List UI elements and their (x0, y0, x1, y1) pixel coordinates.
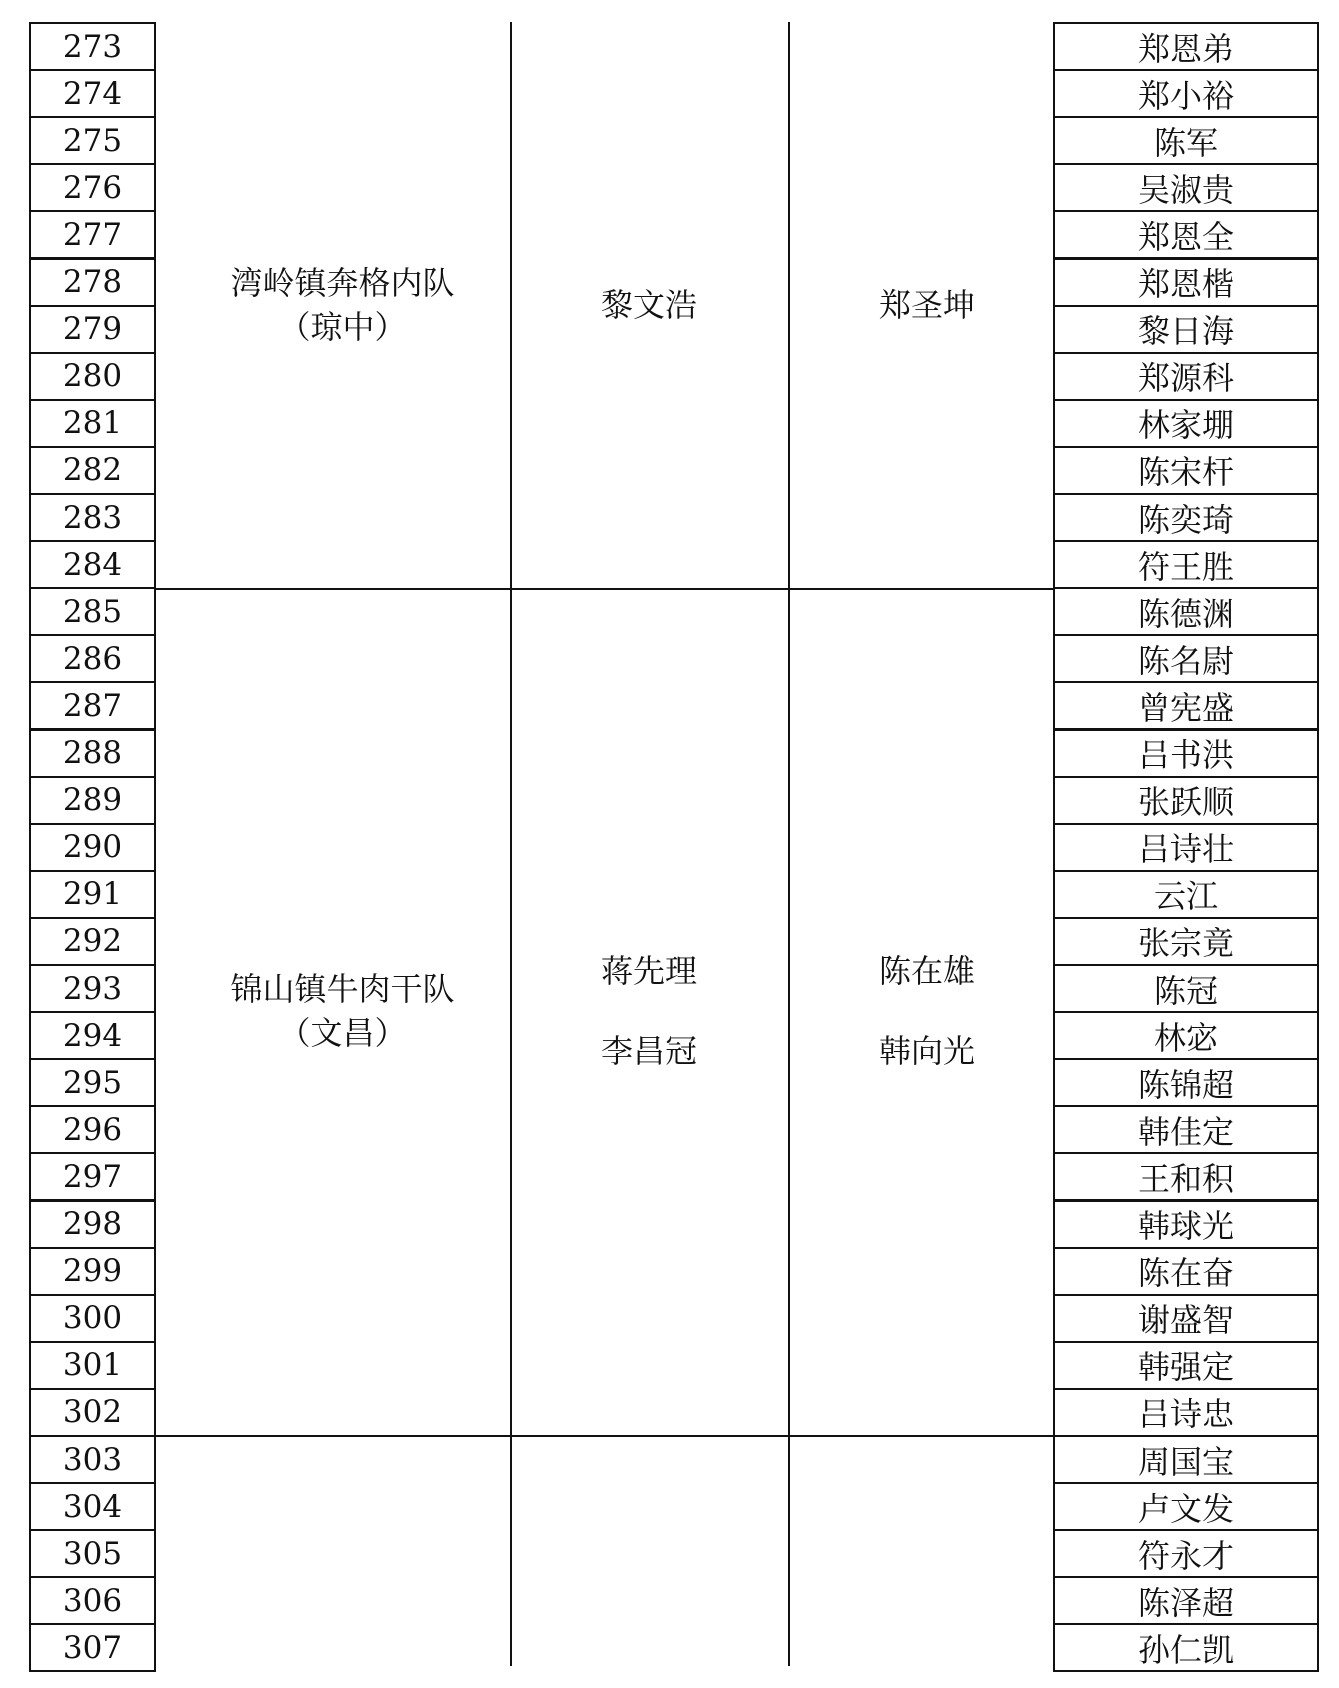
divider-leader-coach (788, 22, 790, 1666)
member-name: 张跃顺 (1053, 776, 1319, 825)
leader-cell (524, 587, 774, 1435)
row-number: 293 (29, 964, 156, 1013)
row-number: 279 (29, 305, 156, 354)
row-number: 276 (29, 163, 156, 212)
coach-cell (802, 22, 1052, 587)
team-name-cell (180, 1435, 505, 1671)
row-number: 281 (29, 399, 156, 448)
row-number: 297 (29, 1152, 156, 1201)
team-name-line: （文昌） (278, 1014, 407, 1053)
row-number: 284 (29, 540, 156, 589)
coach-name: 陈在雄 (878, 952, 975, 991)
row-number: 299 (29, 1247, 156, 1296)
row-number: 296 (29, 1105, 156, 1154)
row-number: 275 (29, 116, 156, 165)
member-name: 王和积 (1053, 1152, 1319, 1201)
row-number: 277 (29, 210, 156, 259)
coach-name: 韩向光 (878, 1032, 975, 1071)
member-name: 郑恩全 (1053, 210, 1319, 259)
team-name-line: （琼中） (278, 307, 407, 346)
row-number: 287 (29, 681, 156, 730)
member-name: 谢盛智 (1053, 1294, 1319, 1343)
member-name: 黎日海 (1053, 305, 1319, 354)
leader-name: 李昌冠 (600, 1032, 697, 1071)
member-name: 韩球光 (1053, 1200, 1319, 1249)
member-name: 陈锦超 (1053, 1058, 1319, 1107)
member-name: 陈名尉 (1053, 634, 1319, 683)
member-name: 吴淑贵 (1053, 163, 1319, 212)
member-name: 周国宝 (1053, 1435, 1319, 1484)
member-name: 陈冠 (1053, 964, 1319, 1013)
row-number: 300 (29, 1294, 156, 1343)
member-name: 陈军 (1053, 116, 1319, 165)
row-number: 274 (29, 69, 156, 118)
member-name: 郑小裕 (1053, 69, 1319, 118)
row-number: 282 (29, 446, 156, 495)
member-name: 郑恩弟 (1053, 22, 1319, 71)
member-name: 林宓 (1053, 1011, 1319, 1060)
coach-cell (802, 1435, 1052, 1671)
row-number: 291 (29, 870, 156, 919)
row-number: 305 (29, 1529, 156, 1578)
member-name: 吕诗忠 (1053, 1388, 1319, 1437)
row-number: 288 (29, 729, 156, 778)
leader-name: 蒋先理 (600, 952, 697, 991)
row-number: 286 (29, 634, 156, 683)
member-name: 符永才 (1053, 1529, 1319, 1578)
member-name: 曾宪盛 (1053, 681, 1319, 730)
member-name: 陈泽超 (1053, 1576, 1319, 1625)
member-name: 符王胜 (1053, 540, 1319, 589)
row-number: 280 (29, 352, 156, 401)
member-name: 韩佳定 (1053, 1105, 1319, 1154)
member-name: 林家堋 (1053, 399, 1319, 448)
row-number: 290 (29, 823, 156, 872)
member-name: 郑恩楷 (1053, 258, 1319, 307)
member-name: 张宗竟 (1053, 917, 1319, 966)
row-number: 273 (29, 22, 156, 71)
member-name: 吕诗壮 (1053, 823, 1319, 872)
row-number: 289 (29, 776, 156, 825)
row-number: 283 (29, 493, 156, 542)
leader-cell (524, 1435, 774, 1671)
member-name: 陈德渊 (1053, 587, 1319, 636)
row-number: 307 (29, 1623, 156, 1672)
member-name: 陈奕琦 (1053, 493, 1319, 542)
coach-cell (802, 587, 1052, 1435)
row-number: 295 (29, 1058, 156, 1107)
row-number: 302 (29, 1388, 156, 1437)
member-name: 云江 (1053, 870, 1319, 919)
member-name: 吕书洪 (1053, 729, 1319, 778)
row-number: 304 (29, 1482, 156, 1531)
member-name: 韩强定 (1053, 1341, 1319, 1390)
row-number: 278 (29, 258, 156, 307)
divider-team-leader (510, 22, 512, 1666)
leader-name: 黎文浩 (600, 285, 697, 324)
member-name: 陈宋杆 (1053, 446, 1319, 495)
row-number: 301 (29, 1341, 156, 1390)
team-name-line: 锦山镇牛肉干队 (230, 970, 455, 1009)
leader-cell (524, 22, 774, 587)
row-number: 298 (29, 1200, 156, 1249)
team-name-cell (180, 22, 505, 587)
row-number: 292 (29, 917, 156, 966)
row-number: 294 (29, 1011, 156, 1060)
row-number: 306 (29, 1576, 156, 1625)
row-number: 285 (29, 587, 156, 636)
member-name: 孙仁凯 (1053, 1623, 1319, 1672)
team-name-line: 湾岭镇奔格内队 (230, 263, 455, 302)
member-name: 陈在奋 (1053, 1247, 1319, 1296)
team-name-cell (180, 587, 505, 1435)
row-number: 303 (29, 1435, 156, 1484)
member-name: 卢文发 (1053, 1482, 1319, 1531)
coach-name: 郑圣坤 (878, 285, 975, 324)
member-name: 郑源科 (1053, 352, 1319, 401)
